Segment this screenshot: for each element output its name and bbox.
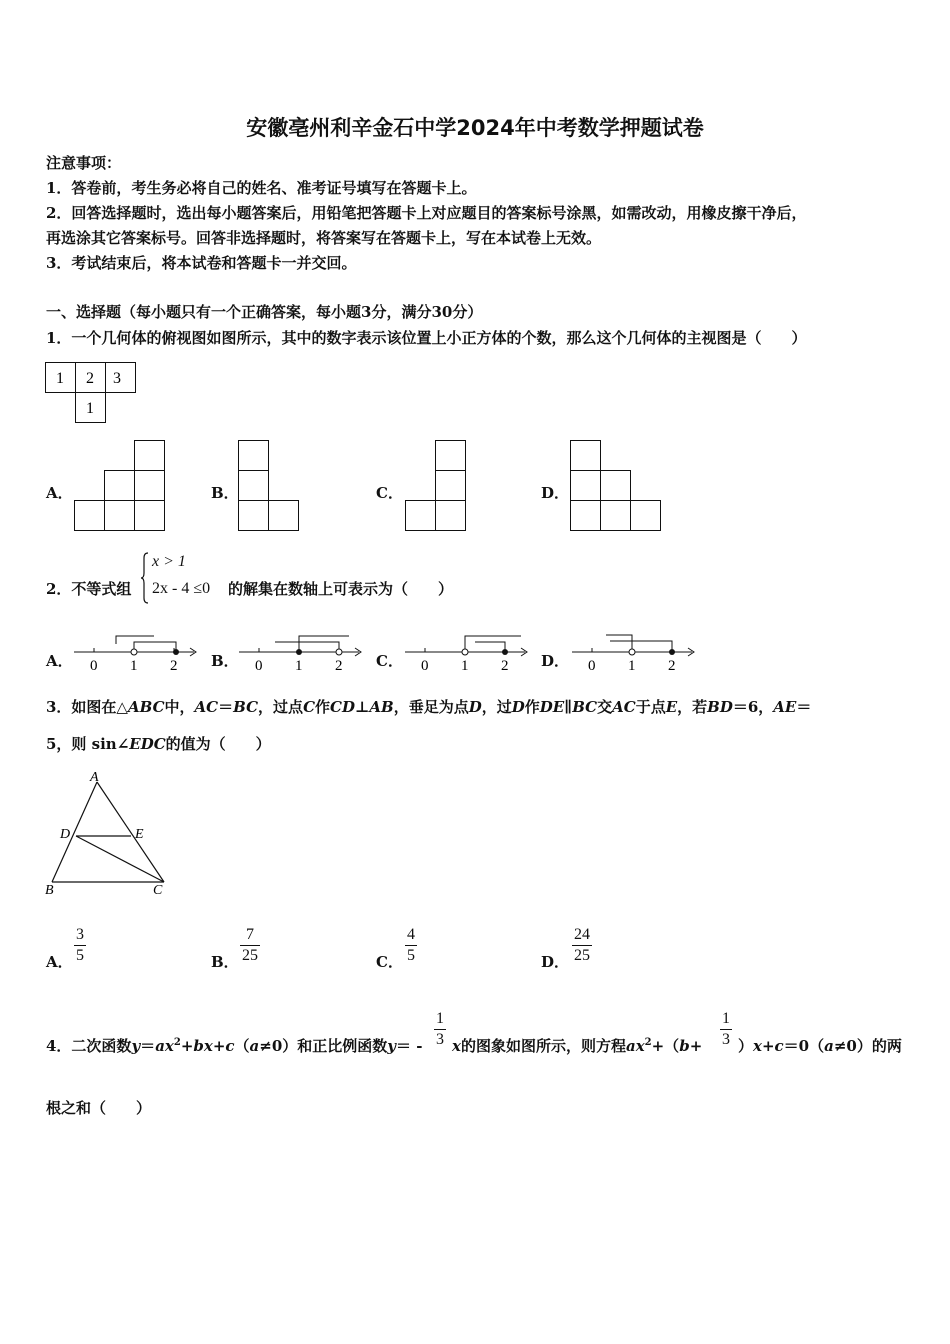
q4-line1-right: ）x+c＝0（a≠0）的两	[738, 1037, 902, 1055]
page-title: 安徽亳州利辛金石中学2024年中考数学押题试卷	[246, 116, 704, 140]
q2-option-a-numberline	[72, 630, 202, 675]
q1-option-b-figure	[238, 440, 300, 532]
q4-fraction-1: 1 3	[436, 1010, 444, 1048]
notice-heading: 注意事项：	[46, 154, 122, 172]
q3-line1: 3．如图在△ABC中，AC＝BC，过点C作CD⊥AB，垂足为点D，过D作DE∥BC交AC于点E，若BD＝6，AE＝	[46, 698, 812, 716]
section-heading: 一、选择题（每小题只有一个正确答案，每小题3分，满分30分）	[46, 303, 483, 321]
q2-option-b-label[interactable]: B．	[211, 652, 239, 670]
q2-system-line1: x > 1	[152, 553, 186, 570]
axis-label-0: 0	[588, 658, 596, 674]
notice-item-2-cont: 再选涂其它答案标号。回答非选择题时，将答案写在答题卡上，写在本试卷上无效。	[46, 229, 602, 247]
q3-option-b-label[interactable]: B．	[211, 953, 239, 971]
axis-label-2: 2	[668, 658, 676, 674]
q2-option-c-numberline	[403, 630, 533, 675]
q3-option-d-label[interactable]: D．	[541, 953, 570, 971]
q1-top-view	[45, 362, 140, 424]
q3-option-b-fraction: 7 25	[242, 926, 258, 964]
q2-option-d-label[interactable]: D．	[541, 652, 570, 670]
top-view-cell: 2	[86, 370, 94, 387]
top-view-cell: 3	[113, 370, 121, 387]
vertex-b: B	[45, 883, 54, 898]
axis-label-1: 1	[130, 658, 138, 674]
q3-option-c-label[interactable]: C．	[376, 953, 403, 971]
q1-option-c-figure	[405, 440, 467, 532]
q3-option-a-label[interactable]: A．	[46, 953, 73, 971]
q4-fraction-2: 1 3	[722, 1010, 730, 1048]
notice-item-3: 3．考试结束后，将本试卷和答题卡一并交回。	[46, 254, 357, 272]
q1-option-d-figure	[570, 440, 662, 532]
vertex-c: C	[153, 883, 163, 898]
q3-option-a-fraction: 3 5	[76, 926, 84, 964]
q2-option-a-label[interactable]: A．	[46, 652, 73, 670]
q1-option-b-label[interactable]: B．	[211, 484, 239, 502]
q3-triangle-figure	[42, 770, 172, 900]
notice-item-2: 2．回答选择题时，选出每小题答案后，用铅笔把答题卡上对应题目的答案标号涂黑，如需改动，用橡皮擦干净后，	[46, 204, 807, 222]
q1-option-d-label[interactable]: D．	[541, 484, 570, 502]
vertex-a: A	[90, 770, 99, 785]
q1-stem: 1．一个几何体的俯视图如图所示，其中的数字表示该位置上小正方体的个数，那么这个几何体的主视图是（ ）	[46, 329, 807, 347]
q4-line1-left: 4．二次函数$y=ax^2+bx+c(a\ne 0)$和正比例函数y＝ -	[46, 1037, 423, 1055]
q3-line2: 5，则 sin∠EDC的值为（ ）	[46, 735, 271, 753]
q2-option-c-label[interactable]: C．	[376, 652, 403, 670]
axis-label-1: 1	[461, 658, 469, 674]
q2-prefix: 2．不等式组	[46, 580, 132, 598]
q1-option-c-label[interactable]: C．	[376, 484, 403, 502]
axis-label-2: 2	[170, 658, 178, 674]
axis-label-2: 2	[501, 658, 509, 674]
axis-label-0: 0	[421, 658, 429, 674]
q2-option-d-numberline	[570, 630, 700, 675]
q2-system-line2: 2x - 4 ≤0	[152, 580, 211, 597]
vertex-d: D	[60, 827, 71, 842]
axis-label-2: 2	[335, 658, 343, 674]
q4-line1-mid: x的图象如图所示，则方程$ax^2+(b+$	[452, 1037, 703, 1055]
q1-option-a-label[interactable]: A．	[46, 484, 73, 502]
q2-option-b-numberline	[237, 630, 367, 675]
q2-suffix: 的解集在数轴上可表示为（ ）	[228, 580, 454, 598]
top-view-cell: 1	[86, 400, 94, 417]
axis-label-0: 0	[90, 658, 98, 674]
q2-brace	[140, 552, 150, 604]
vertex-e: E	[135, 827, 144, 842]
axis-label-1: 1	[295, 658, 303, 674]
q3-option-d-fraction: 24 25	[574, 926, 590, 964]
axis-label-0: 0	[255, 658, 263, 674]
top-view-cell: 1	[56, 370, 64, 387]
notice-item-1: 1．答卷前，考生务必将自己的姓名、准考证号填写在答题卡上。	[46, 179, 477, 197]
q1-option-a-figure	[74, 440, 166, 532]
axis-label-1: 1	[628, 658, 636, 674]
q4-line2: 根之和（ ）	[46, 1099, 152, 1117]
q3-option-c-fraction: 4 5	[407, 926, 415, 964]
